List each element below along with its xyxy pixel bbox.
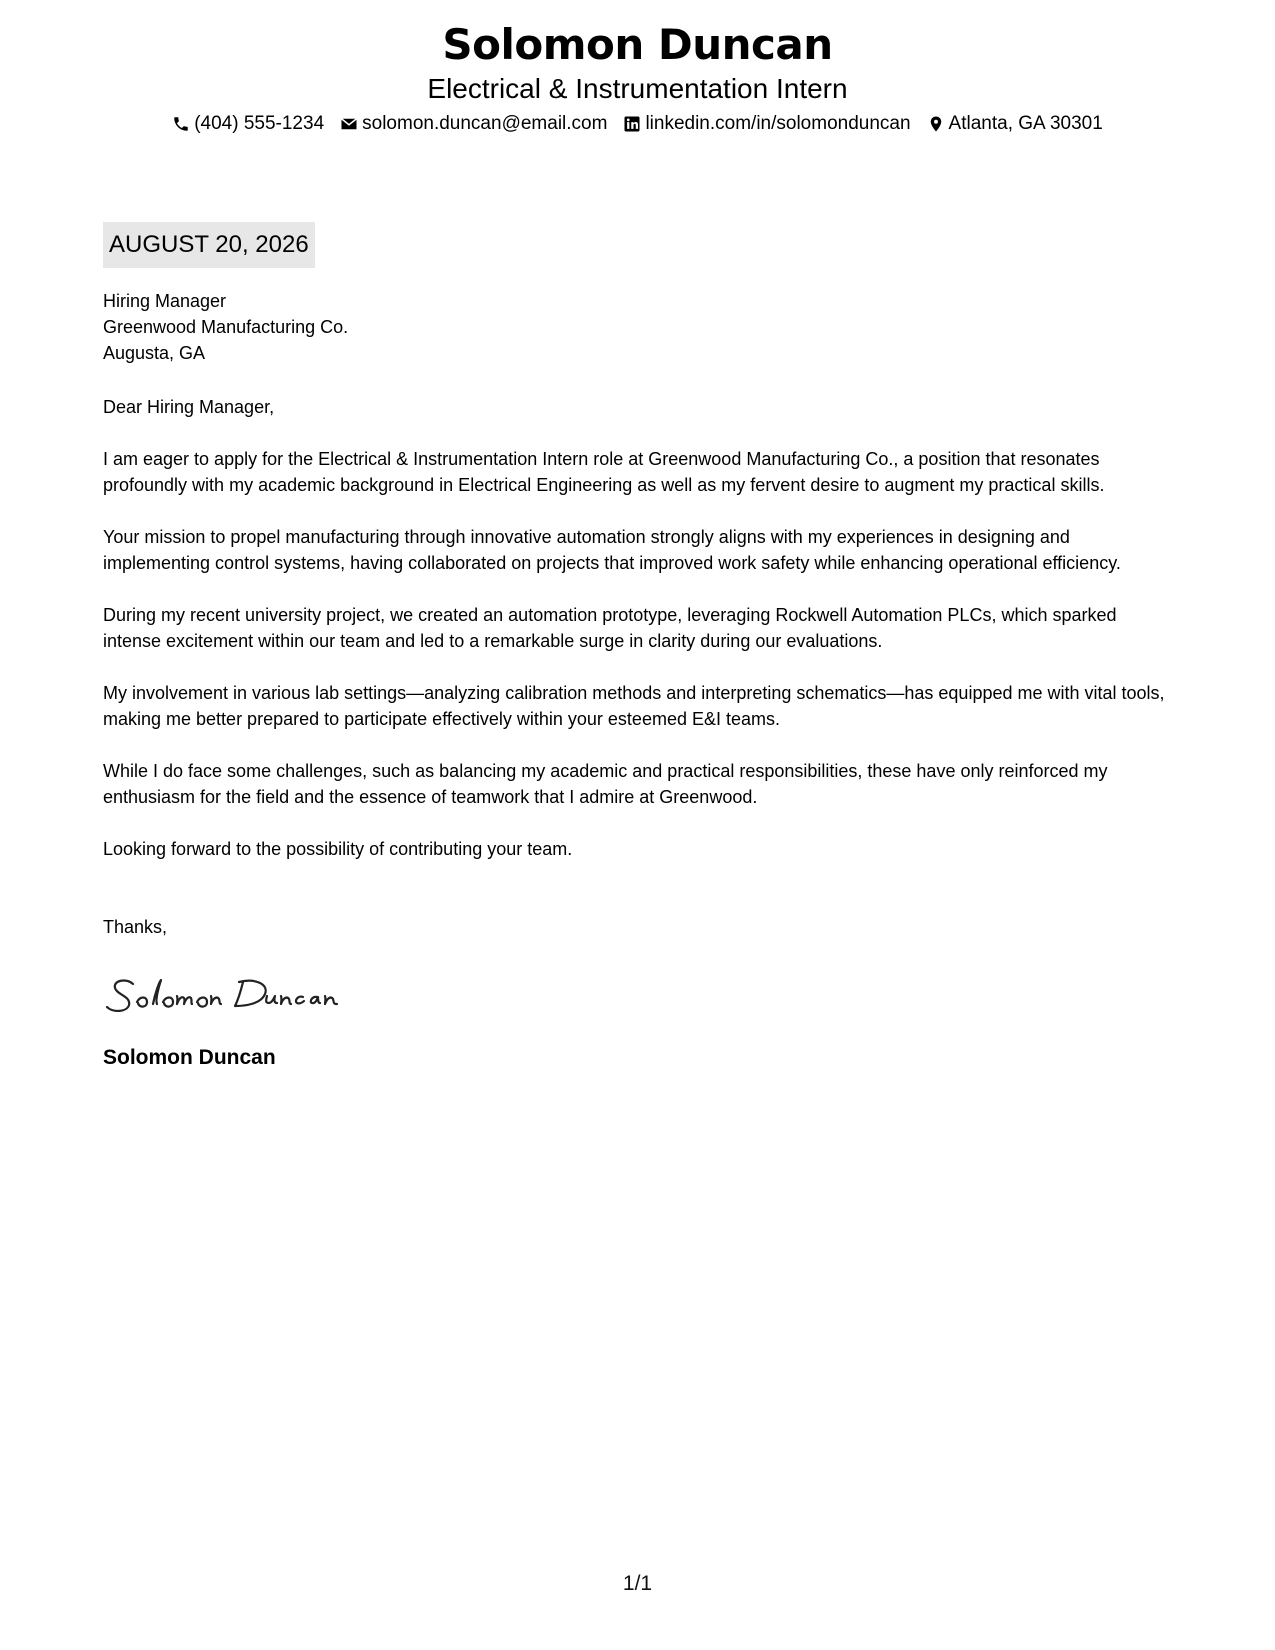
recipient-line: Augusta, GA [103, 343, 206, 363]
contact-phone-text: (404) 555-1234 [194, 113, 325, 134]
envelope-icon [340, 115, 358, 133]
body-paragraph: Your mission to propel manufacturing through innovative automation strongly aligns with my experiences in designing and implementing control systems, having collaborated on projects that improved work safety while enhancing operational efficiency. [103, 527, 1121, 573]
handwritten-signature [103, 966, 1178, 1026]
page-number: 1/1 [622, 1572, 653, 1595]
recipient-line: Greenwood Manufacturing Co. [103, 317, 349, 337]
printed-name: Solomon Duncan [103, 1046, 276, 1069]
contact-linkedin[interactable] [623, 112, 910, 136]
map-marker-icon [927, 115, 945, 133]
contact-row [0, 112, 1275, 136]
phone-icon [172, 115, 190, 133]
header-name: Solomon Duncan [442, 20, 833, 69]
recipient-line: Hiring Manager [103, 291, 227, 311]
contact-linkedin-text[interactable]: linkedin.com/in/solomonduncan [645, 113, 911, 134]
salutation: Dear Hiring Manager, [103, 397, 275, 417]
signoff: Thanks, [103, 917, 168, 937]
body-paragraph: I am eager to apply for the Electrical & Instrumentation Intern role at Greenwood Manufacturing Co., a position that resonates profoundly with my academic background in Electrical Engineering as well as my fervent desire to augment my practical skills. [103, 449, 1105, 495]
contact-email[interactable] [340, 112, 607, 136]
letter-date: AUGUST 20, 2026 [103, 222, 315, 268]
contact-location [927, 112, 1103, 136]
letter-header [0, 18, 1275, 136]
recipient-block [103, 288, 1178, 366]
body-paragraph: My involvement in various lab settings—analyzing calibration methods and interpreting schematics—has equipped me with vital tools, making me better prepared to participate effectively within your esteemed E&I teams. [103, 683, 1165, 729]
contact-location-text: Atlanta, GA 30301 [948, 113, 1103, 134]
body-paragraph: During my recent university project, we created an automation prototype, leveraging Rockwell Automation PLCs, which sparked intense excitement within our team and led to a remarkable surge in clarity during our evaluations. [103, 605, 1117, 651]
header-job-title: Electrical & Instrumentation Intern [427, 73, 848, 104]
closing-line: Looking forward to the possibility of contributing your team. [103, 839, 573, 859]
contact-email-text[interactable]: solomon.duncan@email.com [362, 113, 608, 134]
contact-phone [172, 112, 324, 136]
letter-body [103, 222, 1178, 1072]
signature-image [103, 966, 363, 1026]
body-paragraph: While I do face some challenges, such as balancing my academic and practical responsibilities, these have only reinforced my enthusiasm for the field and the essence of teamwork that I admire at Greenwood. [103, 761, 1108, 807]
linkedin-icon [623, 115, 641, 133]
